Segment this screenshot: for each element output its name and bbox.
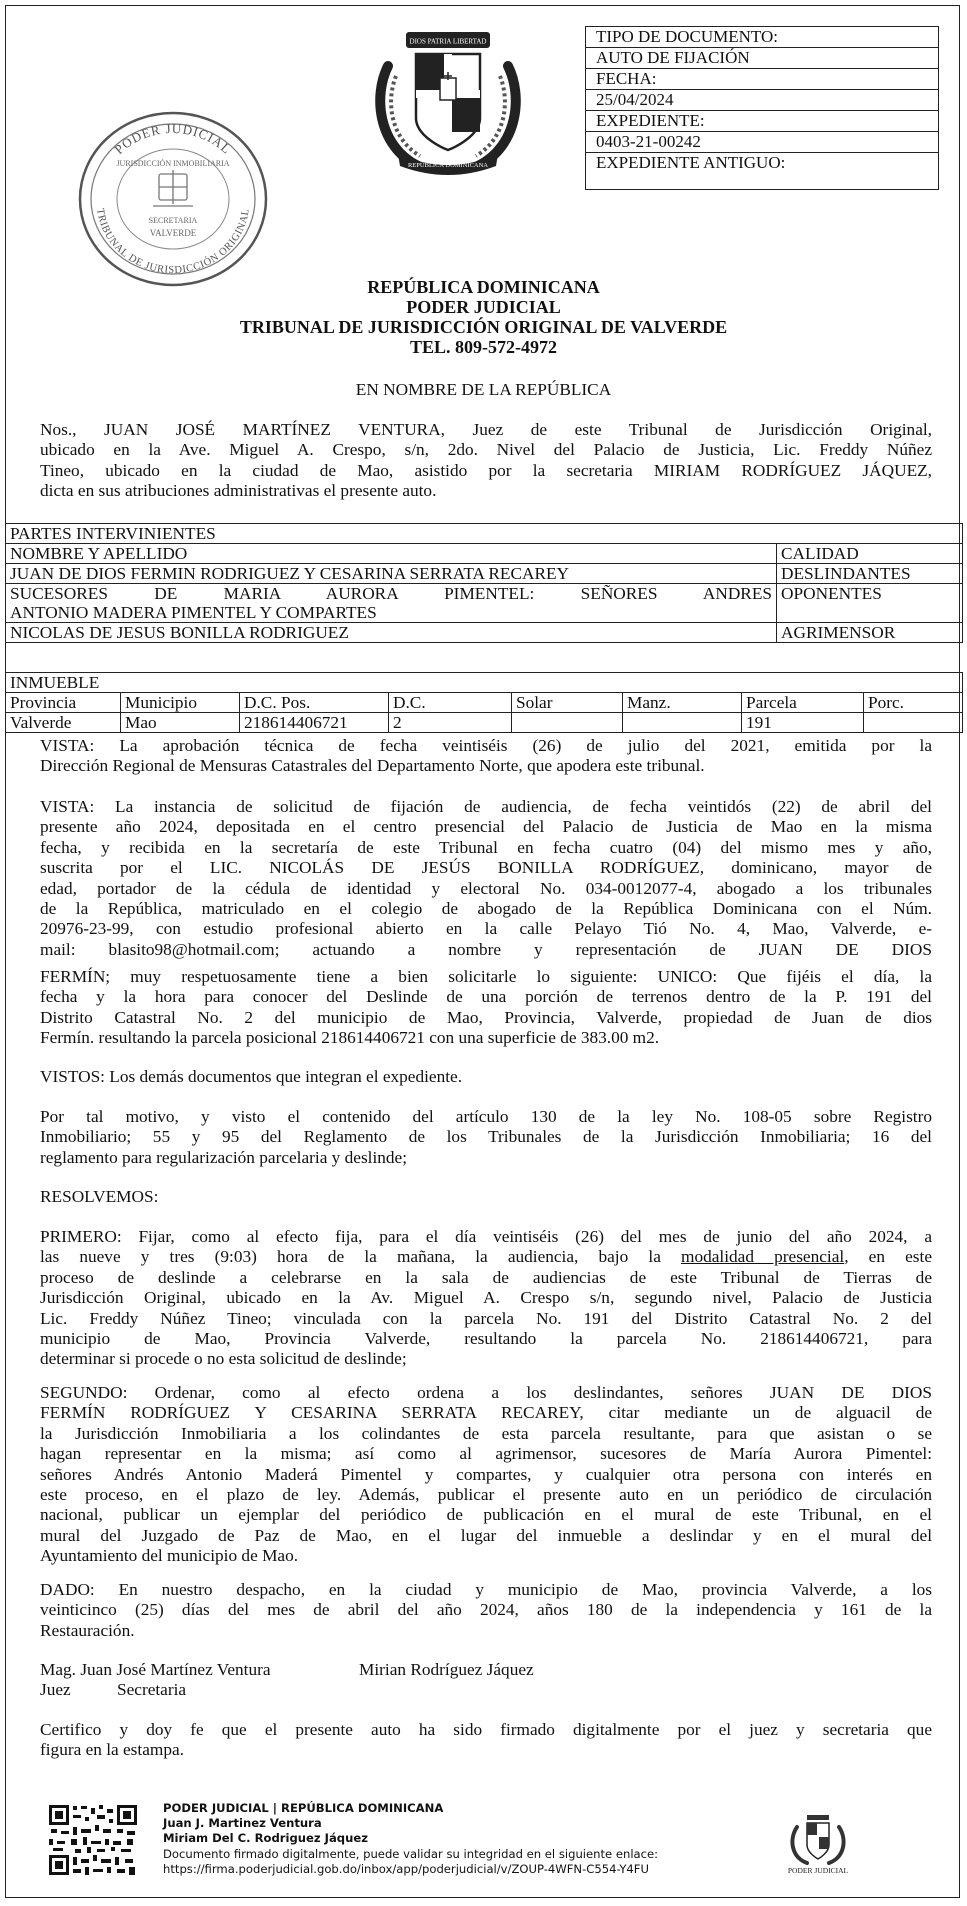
paragraph-line: de la República, matriculado en el colegio de abogado de la República Dominicana con el Núm. [40, 899, 932, 919]
seal-inner-text: JURISDICCIÓN INMOBILIARIA [116, 159, 230, 168]
intro-line: dicta en sus atribuciones administrativas el presente auto. [40, 481, 437, 501]
paragraph-line: fecha y la hora para conocer del Deslinde de una porción de terrenos dentro de la P. 191 del [40, 987, 932, 1007]
paragraph-line: mural del Juzgado de Paz de Mao, en el lugar del inmueble a deslindar y en el mural del [40, 1525, 932, 1545]
party-quality: DESLINDANTES [777, 564, 963, 584]
digital-signature-footer [163, 1801, 658, 1877]
primero-line2-before: las nueve y tres (9:03) hora de la mañana, la audiencia, bajo la [40, 1247, 682, 1267]
paragraph-line: reglamento para regularización parcelaria y deslinde; [40, 1147, 408, 1167]
property-header: Manz. [623, 693, 742, 713]
table-row [6, 623, 963, 643]
col-quality-header: CALIDAD [777, 544, 963, 564]
vista-2-paragraph [40, 797, 932, 960]
property-value: Valverde [6, 713, 121, 733]
motivo-paragraph [40, 1107, 932, 1168]
property-value [623, 713, 742, 733]
resolvemos-heading: RESOLVEMOS: [40, 1187, 159, 1206]
paragraph-line: Lic. Freddy Núñez Tineo; vinculada con la parcela No. 191 del Distrito Catastral No. 2 del [40, 1308, 932, 1328]
paragraph-line: FERMÍN RODRÍGUEZ Y CESARINA SERRATA RECAREY, citar mediante un de alguacil de [40, 1403, 932, 1423]
parties-table [5, 523, 963, 643]
qr-code[interactable] [47, 1803, 139, 1877]
poder-judicial-logo [787, 1813, 849, 1879]
paragraph-line: 20976-23-99, con estudio profesional abierto en la calle Pelayo Tió No. 4, Mao, Valverde, e- [40, 919, 932, 939]
coat-banner: REPÚBLICA DOMINICANA [408, 162, 488, 169]
party-name-multiline [6, 584, 777, 623]
party-name: NICOLAS DE JESUS BONILLA RODRIGUEZ [6, 623, 777, 643]
paragraph-line: VISTA: La instancia de solicitud de fijación de audiencia, de fecha veintidós (22) de abril del [40, 797, 932, 816]
paragraph-line: SEGUNDO: Ordenar, como al efecto ordena a los deslindantes, señores JUAN DE DIOS [40, 1383, 932, 1402]
seal-bottom-text: TRIBUNAL DE JURISDICCIÓN ORIGINAL [94, 207, 252, 277]
parties-section-label: PARTES INTERVINIENTES [6, 524, 963, 544]
paragraph-line: municipio de Mao, Provincia Valverde, resultando la parcela No. 218614406721, para [40, 1329, 932, 1349]
paragraph-line-with-underline [40, 1247, 932, 1267]
party-name: SUCESORES DE MARIA AURORA PIMENTEL: SEÑORES ANDRES [10, 584, 772, 603]
property-value [864, 713, 963, 733]
date-value: 25/04/2024 [586, 90, 938, 111]
date-label: FECHA: [586, 69, 938, 90]
intro-line: Tineo, ubicado en la ciudad de Mao, asistido por la secretaria MIRIAM RODRÍGUEZ JÁQUEZ, [40, 460, 932, 480]
paragraph-line: mail: blasito98@hotmail.com; actuando a nombre y representación de JUAN DE DIOS [40, 939, 932, 959]
doc-type-label: TIPO DE DOCUMENTO: [586, 27, 938, 48]
primero-paragraph [40, 1227, 932, 1370]
paragraph-line: fecha, y recibida en la secretaría de este Tribunal en fecha cuatro (04) del mismo mes y año, [40, 837, 932, 857]
certify-paragraph [40, 1720, 932, 1761]
property-value: Mao [121, 713, 240, 733]
coat-motto: DIOS PATRIA LIBERTAD [409, 37, 487, 46]
modalidad-presencial: modalidad presencial [681, 1247, 845, 1267]
vista-1-paragraph [40, 736, 932, 777]
in-name-of-republic: EN NOMBRE DE LA REPÚBLICA [355, 380, 612, 399]
paragraph-line: determinar si procede o no esta solicitud de deslinde; [40, 1349, 407, 1369]
paragraph-line: veinticinco (25) días del mes de abril del año 2024, años 180 de la independencia y 161 de la [40, 1600, 932, 1620]
validation-link[interactable]: https://firma.poderjudicial.gob.do/inbox/app/poderjudicial/v/ZOUP-4WFN-C554-Y4FU [163, 1861, 649, 1876]
court-header-line1: REPÚBLICA DOMINICANA [367, 277, 600, 297]
intro-line: Nos., JUAN JOSÉ MARTÍNEZ VENTURA, Juez de este Tribunal de Jurisdicción Original, [40, 420, 932, 439]
seal-top-text: PODER JUDICIAL [111, 120, 235, 157]
court-header-line2: PODER JUDICIAL [406, 297, 561, 317]
party-name: JUAN DE DIOS FERMIN RODRIGUEZ Y CESARINA SERRATA RECAREY [6, 564, 777, 584]
intro-line: ubicado en la Ave. Miguel A. Crespo, s/n, 2do. Nivel del Palacio de Justicia, Lic. Freddy Núñez [40, 440, 932, 460]
property-header: D.C. Pos. [240, 693, 389, 713]
logo-text: PODER JUDICIAL [787, 1866, 849, 1875]
col-name-header: NOMBRE Y APELLIDO [6, 544, 777, 564]
paragraph-line: este proceso, en el plazo de ley. Además, publicar el presente auto en un periódico de circulación [40, 1485, 932, 1505]
paragraph-line: Fermín. resultando la parcela posicional 218614406721 con una superficie de 383.00 m2. [40, 1028, 660, 1048]
paragraph-line: Ayuntamiento del municipio de Mao. [40, 1546, 299, 1566]
vistos-paragraph: VISTOS: Los demás documentos que integran el expediente. [40, 1067, 463, 1086]
property-header: D.C. [389, 693, 512, 713]
table-row [6, 584, 963, 623]
segundo-paragraph [40, 1383, 932, 1567]
file-value: 0403-21-00242 [586, 132, 938, 153]
property-header: Porc. [864, 693, 963, 713]
paragraph-line: Dirección Regional de Mensuras Catastrales del Departamento Norte, que apodera este tribunal. [40, 756, 705, 776]
vista-2-continued [40, 967, 932, 1049]
paragraph-line: figura en la estampa. [40, 1740, 184, 1760]
paragraph-line: Inmobiliario; 55 y 95 del Reglamento de los Tribunales de la Jurisdicción Inmobiliaria; 16 del [40, 1127, 932, 1147]
property-header-row [6, 693, 963, 713]
footer-line: Miriam Del C. Rodriguez Jáquez [163, 1831, 368, 1846]
paragraph-line: Certifico y doy fe que el presente auto ha sido firmado digitalmente por el juez y secretaria que [40, 1720, 932, 1739]
paragraph-line: la Jurisdicción Inmobiliaria a los colindantes de esta parcela resultante, para que asistan o se [40, 1423, 932, 1443]
dado-paragraph [40, 1580, 932, 1641]
footer-line: Documento firmado digitalmente, puede validar su integridad en el siguiente enlace: [163, 1846, 659, 1861]
property-value: 218614406721 [240, 713, 389, 733]
paragraph-line: suscrita por el LIC. NICOLÁS DE JESÚS BONILLA RODRÍGUEZ, dominicano, mayor de [40, 858, 932, 878]
paragraph-line: DADO: En nuestro despacho, en la ciudad y municipio de Mao, provincia Valverde, a los [40, 1580, 932, 1599]
coat-of-arms [368, 26, 528, 180]
paragraph-line: nacional, publicar un ejemplar del periódico de publicación en el mural de este Tribunal, en el [40, 1505, 932, 1525]
seal-secretaria: SECRETARIA [148, 216, 198, 225]
primero-line2-after: , en este [844, 1247, 932, 1267]
paragraph-line: señores Andrés Antonio Maderá Pimentel y compartes, y cualquier otra persona con interés en [40, 1464, 932, 1484]
paragraph-line: Restauración. [40, 1620, 135, 1640]
seal-valverde: VALVERDE [149, 228, 197, 238]
property-value-row [6, 713, 963, 733]
property-header: Parcela [742, 693, 864, 713]
document-info-box [585, 26, 939, 190]
property-header: Solar [512, 693, 623, 713]
property-table [5, 672, 963, 733]
doc-type-value: AUTO DE FIJACIÓN [586, 48, 938, 69]
file-label: EXPEDIENTE: [586, 111, 938, 132]
property-header: Municipio [121, 693, 240, 713]
party-quality: OPONENTES [777, 584, 963, 623]
table-row [6, 564, 963, 584]
property-header: Provincia [6, 693, 121, 713]
court-seal [75, 108, 271, 290]
qr-code-graphic [47, 1803, 139, 1877]
judge-title: Juez [40, 1680, 71, 1699]
paragraph-line: Jurisdicción Original, ubicado en la Av. Miguel A. Crespo s/n, segundo nivel, Palacio de Justicia [40, 1288, 932, 1308]
footer-line: PODER JUDICIAL | REPÚBLICA DOMINICANA [163, 1801, 444, 1815]
court-header-line3: TRIBUNAL DE JURISDICCIÓN ORIGINAL DE VALVERDE [239, 317, 728, 337]
property-value: 2 [389, 713, 512, 733]
secretary-name: Mirian Rodríguez Jáquez [359, 1660, 534, 1679]
paragraph-line: Distrito Catastral No. 2 del municipio de Mao, Provincia, Valverde, propiedad de Juan de dios [40, 1007, 932, 1027]
intro-paragraph [40, 420, 932, 502]
secretary-title: Secretaria [117, 1680, 187, 1699]
property-section-label: INMUEBLE [6, 673, 963, 693]
paragraph-line: edad, portador de la cédula de identidad y electoral No. 034-0012077-4, abogado a los tribunales [40, 878, 932, 898]
property-value: 191 [742, 713, 864, 733]
paragraph-line: presente año 2024, depositada en el centro presencial del Palacio de Justicia de Mao en la misma [40, 817, 932, 837]
footer-line: Juan J. Martinez Ventura [163, 1816, 322, 1831]
paragraph-line: PRIMERO: Fijar, como al efecto fija, para el día veintiséis (26) del mes de junio del año 2024, a [40, 1227, 932, 1246]
paragraph-line: proceso de deslinde a celebrarse en la sala de audiencias de este Tribunal de Tierras de [40, 1267, 932, 1287]
old-file-label: EXPEDIENTE ANTIGUO: [596, 153, 786, 172]
paragraph-line: FERMÍN; muy respetuosamente tiene a bien solicitarle lo siguiente: UNICO: Que fijéis el día, la [40, 967, 932, 986]
court-header-phone: TEL. 809-572-4972 [409, 337, 557, 357]
party-quality: AGRIMENSOR [777, 623, 963, 643]
svg-text:PODER JUDICIAL [111, 121, 234, 157]
paragraph-line: VISTA: La aprobación técnica de fecha veintiséis (26) de julio del 2021, emitida por la [40, 736, 932, 755]
judge-name: Mag. Juan José Martínez Ventura [40, 1660, 271, 1679]
party-name: ANTONIO MADERA PIMENTEL Y COMPARTES [10, 603, 377, 622]
paragraph-line: hagan representar en la misma; así como al agrimensor, sucesores de María Aurora Pimentel: [40, 1444, 932, 1464]
property-value [512, 713, 623, 733]
paragraph-line: Por tal motivo, y visto el contenido del artículo 130 de la ley No. 108-05 sobre Registro [40, 1107, 932, 1126]
